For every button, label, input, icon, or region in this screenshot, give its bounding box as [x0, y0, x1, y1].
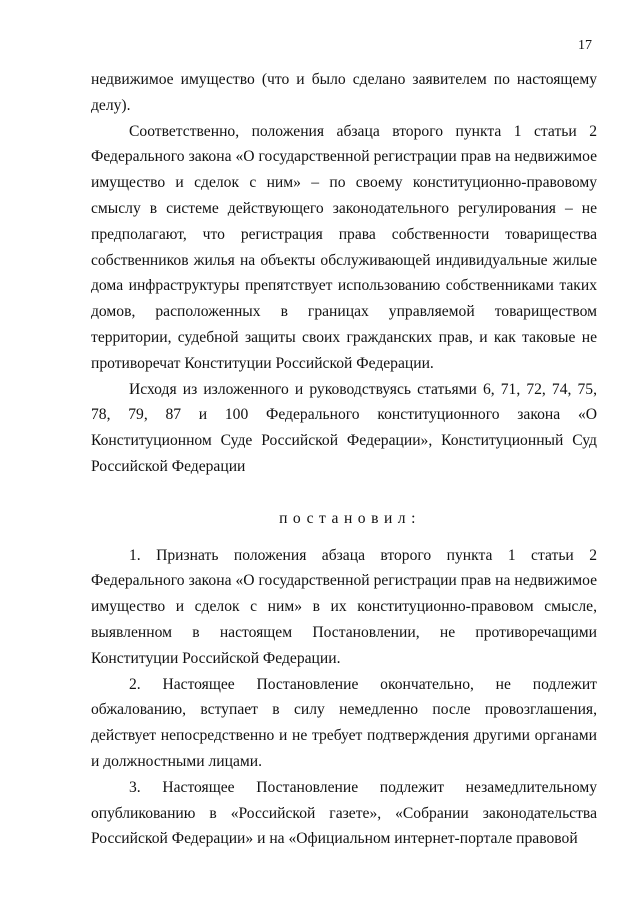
decision-item-3: 3. Настоящее Постановление подлежит незамедлительному опубликованию в «Российской газете», «Собрании законодательства Российской Федерации» и на «Официальном интернет-портале правовой [91, 778, 597, 848]
page-number: 17 [578, 38, 592, 53]
paragraph-legal-basis: Исходя из изложенного и руководствуясь статьями 6, 71, 72, 74, 75, 78, 79, 87 и 100 Федерального конституционного закона «О Конституционном Суде Российской Федерации», Конституционный Суд Российской Федерации [91, 380, 597, 475]
document-body [91, 67, 597, 852]
decision-heading: постановил: [279, 509, 421, 527]
decision-item-1: 1. Признать положения абзаца второго пункта 1 статьи 2 Федерального закона «О государственной регистрации прав на недвижимое имущество и сделок с ним» в их конституционно-правовом смысле, выявленном в настоящем Постановлении, не противоречащими Конституции Российской Федерации. [91, 546, 597, 667]
paragraph-continuation: недвижимое имущество (что и было сделано заявителем по настоящему делу). [91, 71, 597, 114]
paragraph-interpretation: Соответственно, положения абзаца второго пункта 1 статьи 2 Федерального закона «О государственной регистрации прав на недвижимое имущество и сделок с ним» – по своему конституционно-правовому смыслу в системе действующего законодательного регулирования – не предполагают, что регистрация права собственности товарищества собственников жилья на объекты обслуживающей индивидуальные жилые дома инфраструктуры препятствует использованию собственниками таких домов, расположенных в границах управляемой товариществом территории, судебной защиты своих гражданских прав, и как таковые не противоречат Конституции Российской Федерации. [91, 122, 597, 372]
decision-item-2: 2. Настоящее Постановление окончательно, не подлежит обжалованию, вступает в силу немедленно после провозглашения, действует непосредственно и не требует подтверждения другими органами и должностными лицами. [91, 675, 597, 770]
